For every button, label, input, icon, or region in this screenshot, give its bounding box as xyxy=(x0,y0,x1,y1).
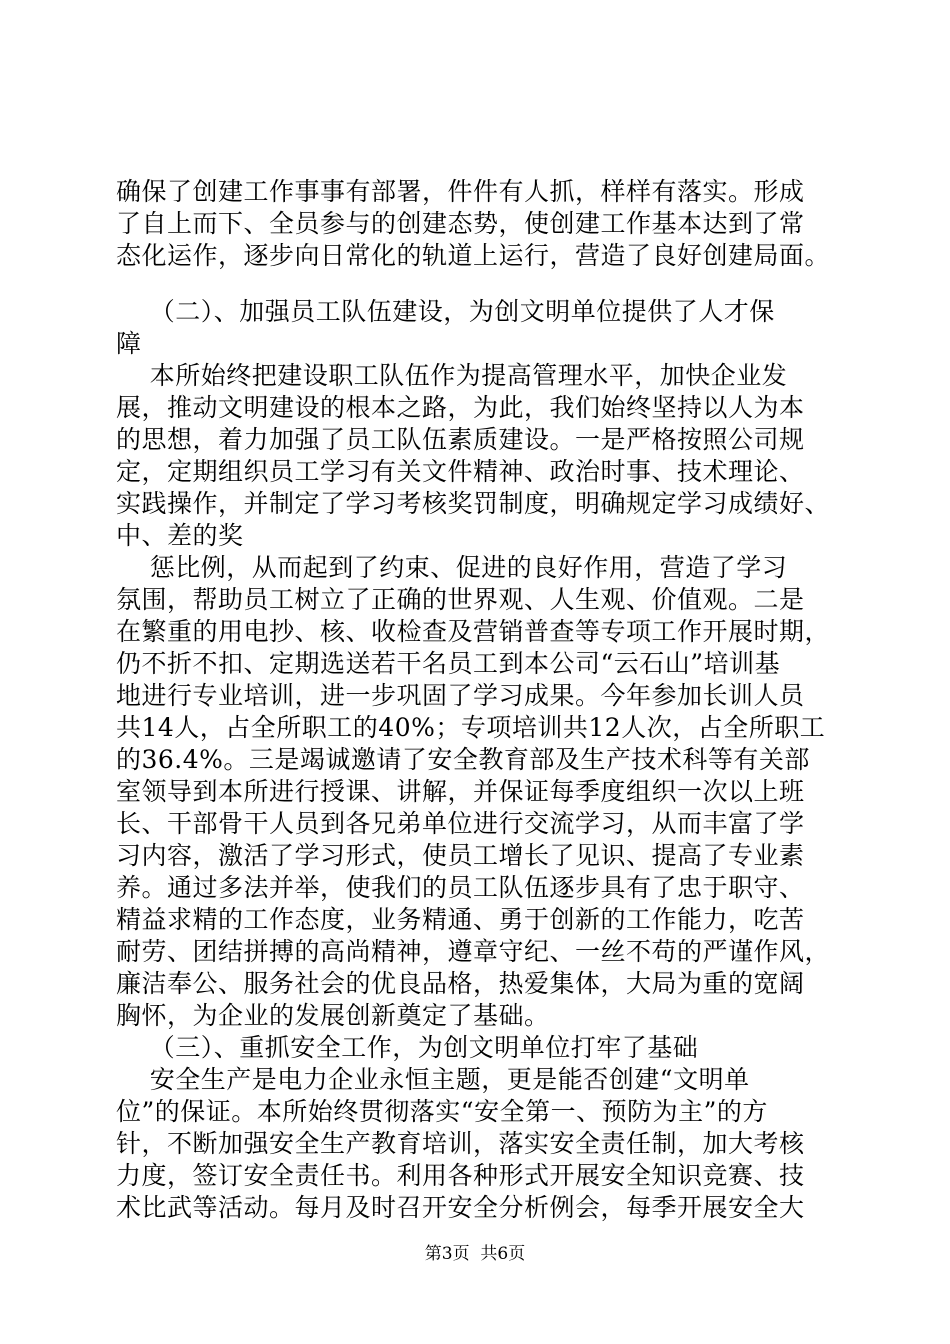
text-line: 习内容，激活了学习形式，使员工增长了见识、提高了专业素 xyxy=(116,841,805,870)
text-line: 实践操作，并制定了学习考核奖罚制度，明确规定学习成绩好、 xyxy=(116,489,831,518)
text-line: 中、差的奖 xyxy=(116,521,244,550)
text-line: 共14人，占全所职工的40%；专项培训共12人次，占全所职工 xyxy=(116,713,826,742)
text-line: 力度，签订安全责任书。利用各种形式开展安全知识竞赛、技 xyxy=(116,1161,805,1190)
text-line: 位”的保证。本所始终贯彻落实“安全第一、预防为主”的方 xyxy=(116,1097,768,1126)
text-line: 术比武等活动。每月及时召开安全分析例会，每季开展安全大 xyxy=(116,1193,805,1222)
text-line: 本所始终把建设职工队伍作为提高管理水平，加快企业发 xyxy=(116,361,788,390)
text-line: 针，不断加强安全生产教育培训，落实安全责任制，加大考核 xyxy=(116,1129,805,1158)
text-line: 精益求精的工作态度，业务精通、勇于创新的工作能力，吃苦 xyxy=(116,905,805,934)
text-line: 廉洁奉公、服务社会的优良品格，热爱集体，大局为重的宽阔 xyxy=(116,969,805,998)
text-line: 安全生产是电力企业永恒主题，更是能否创建“文明单 xyxy=(116,1065,750,1094)
text-line: 了自上而下、全员参与的创建态势，使创建工作基本达到了常 xyxy=(116,209,805,238)
page-number-footer: 第3页 共6页 xyxy=(424,1244,526,1264)
text-line: 氛围，帮助员工树立了正确的世界观、人生观、价值观。二是 xyxy=(116,585,805,614)
text-line: 定，定期组织员工学习有关文件精神、政治时事、技术理论、 xyxy=(116,457,805,486)
text-line: 在繁重的用电抄、核、收检查及营销普查等专项工作开展时期， xyxy=(116,617,831,646)
text-line: 养。通过多法并举，使我们的员工队伍逐步具有了忠于职守、 xyxy=(116,873,805,902)
section-heading-continued: 障 xyxy=(116,329,142,358)
text-line: 的36.4%。三是竭诚邀请了安全教育部及生产技术科等有关部 xyxy=(116,745,810,774)
text-line: 仍不折不扣、定期选送若干名员工到本公司“云石山”培训基 xyxy=(116,649,781,678)
text-line: 确保了创建工作事事有部署，件件有人抓，样样有落实。形成 xyxy=(116,177,805,206)
text-line: 长、干部骨干人员到各兄弟单位进行交流学习，从而丰富了学 xyxy=(116,809,805,838)
text-line: 的思想，着力加强了员工队伍素质建设。一是严格按照公司规 xyxy=(116,425,805,454)
text-line: 胸怀，为企业的发展创新奠定了基础。 xyxy=(116,1001,550,1030)
section-heading: （三）、重抓安全工作，为创文明单位打牢了基础 xyxy=(116,1033,699,1062)
text-line: 室领导到本所进行授课、讲解，并保证每季度组织一次以上班 xyxy=(116,777,805,806)
text-line: 惩比例，从而起到了约束、促进的良好作用，营造了学习 xyxy=(116,553,788,582)
text-line: 耐劳、团结拼搏的高尚精神，遵章守纪、一丝不苟的严谨作风， xyxy=(116,937,831,966)
text-line: 展，推动文明建设的根本之路，为此，我们始终坚持以人为本 xyxy=(116,393,805,422)
text-line: 地进行专业培训，进一步巩固了学习成果。今年参加长训人员 xyxy=(116,681,805,710)
text-line: 态化运作，逐步向日常化的轨道上运行，营造了良好创建局面。 xyxy=(116,241,831,270)
section-heading: （二）、加强员工队伍建设，为创文明单位提供了人才保 xyxy=(116,297,775,326)
